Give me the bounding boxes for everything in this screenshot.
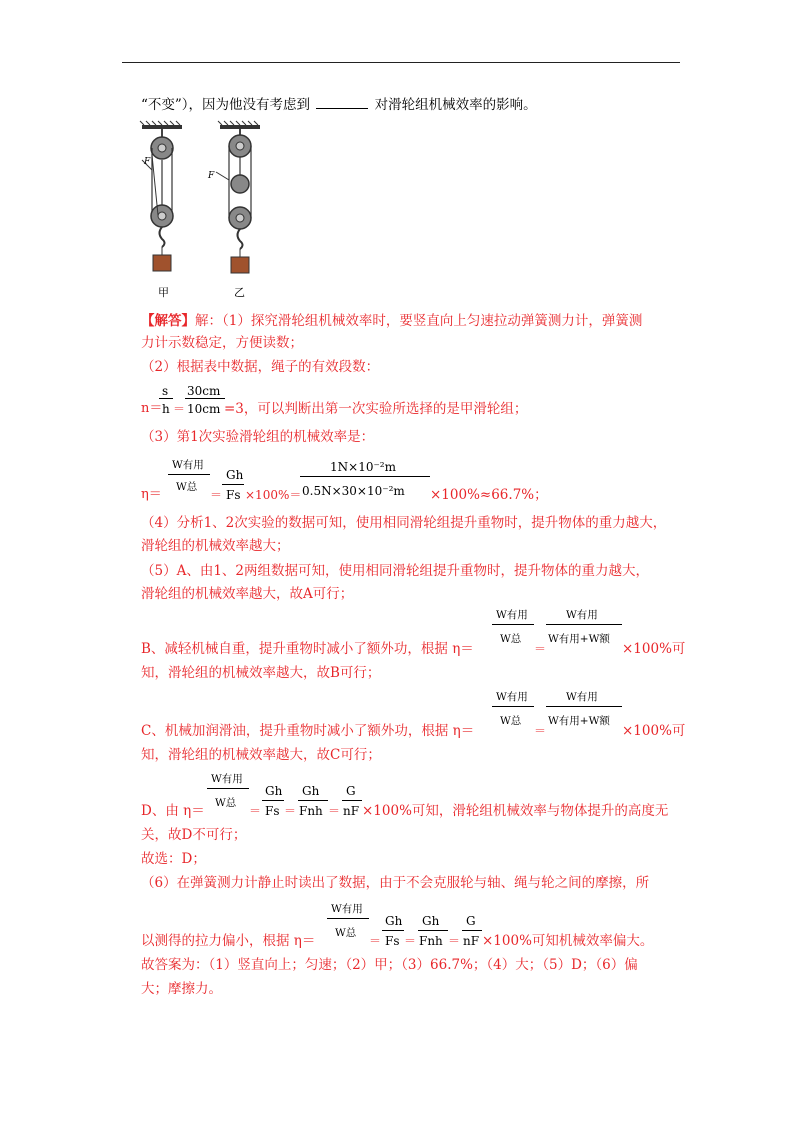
answer-pd-tail: ×100%可知，滑轮组机械效率与物体提升的高度无 [362, 803, 669, 819]
n-eq: n＝ [141, 401, 163, 416]
f6-eq-1: ＝ [369, 934, 382, 948]
answer-p1: 解：（1）探究滑轮组机械效率时，要竖直向上匀速拉动弹簧测力计，弹簧测 [195, 313, 643, 329]
answer-line-5b: 滑轮组的机械效率越大，故A可行； [141, 586, 354, 602]
f6-w-useful: W有用 [331, 903, 363, 915]
frac-num-big: 1N×10⁻²m [330, 460, 396, 474]
frac-fs: Fs [226, 488, 241, 502]
eq-1: ＝ [173, 402, 186, 416]
f6-gh-2: Gh [422, 914, 440, 928]
formula-n-tail: =3，可以判断出第一次实验所选择的是甲滑轮组； [224, 401, 528, 417]
b-w-useful-2: W有用 [566, 609, 598, 621]
d-w-total: W总 [215, 797, 237, 809]
c-w-extra: W有用+W额 [548, 715, 610, 727]
b-w-useful: W有用 [496, 609, 528, 621]
answer-line-5: （5）A、由1、2两组数据可知，使用相同滑轮组提升重物时，提升物体的重力越大， [141, 563, 650, 579]
answer-tag: 【解答】 [141, 313, 195, 329]
d-gh: Gh [265, 784, 283, 798]
answer-line-6: （6）在弹簧测力计静止时读出了数据，由于不会克服轮与轴、绳与轮之间的摩擦，所 [141, 875, 650, 891]
answer-line-6b: 以测得的拉力偏小，根据 η＝ [141, 933, 316, 949]
force-label-left: F [144, 157, 151, 167]
formula-eta-1-tail: ×100%≈66.7%； [430, 487, 548, 503]
eq-2: ＝ [210, 488, 223, 502]
ceiling-left [140, 121, 182, 129]
label-jia: 甲 [158, 286, 169, 299]
w-useful: W有用 [172, 459, 204, 471]
ceiling-right [218, 121, 260, 129]
answer-choice: 故选：D； [141, 851, 206, 867]
d-w-useful: W有用 [211, 773, 243, 785]
c-w-useful-2: W有用 [566, 691, 598, 703]
pulley-system-left [142, 129, 173, 271]
final-answer: 故答案为：（1）竖直向上；匀速；（2）甲；（3）66.7%；（4）大；（5）D；（6）偏 [141, 957, 638, 973]
answer-line-1b: 力计示数稳定，方便读数； [141, 335, 303, 351]
answer-line-bb: 知，滑轮组的机械效率越大，故B可行； [141, 665, 381, 681]
answer-line-1 [141, 312, 642, 330]
f6-eq-2: ＝ [404, 934, 417, 948]
f6-fs: Fs [385, 934, 400, 948]
label-yi: 乙 [234, 286, 245, 299]
w-total: W总 [176, 481, 198, 493]
frac-10cm: 10cm [187, 402, 221, 416]
answer-line-cb: 知，滑轮组的机械效率越大，故C可行； [141, 747, 381, 763]
f6-nf: nF [463, 934, 480, 948]
force-label-right: F [208, 171, 215, 181]
answer-p6-tail: ×100%可知机械效率偏大。 [482, 933, 654, 949]
answer-pc-tail: ×100%可 [622, 723, 686, 739]
d-gh-2: Gh [302, 784, 320, 798]
pulley-system-right [216, 129, 251, 273]
answer-blank [316, 108, 368, 109]
intro-line [141, 96, 537, 114]
f6-gh: Gh [385, 914, 403, 928]
c-eq: ＝ [534, 724, 547, 738]
header-rule [122, 62, 680, 63]
final-answer-b: 大；摩擦力。 [141, 981, 222, 997]
b-eq: ＝ [534, 642, 547, 656]
answer-line-3: （3）第1次实验滑轮组的机械效率是： [141, 429, 375, 445]
answer-line-4b: 滑轮组的机械效率越大； [141, 538, 290, 554]
answer-line-d: D、由 η＝ [141, 803, 205, 819]
answer-pb: B、减轻机械自重，提升重物时减小了额外功，根据 η＝ [141, 641, 474, 657]
answer-line-c: C、机械加润滑油，提升重物时减小了额外功，根据 η＝ [141, 723, 475, 739]
c-w-useful: W有用 [496, 691, 528, 703]
intro-prefix: “不变”），因为他没有考虑到 [141, 97, 311, 113]
answer-line-4: （4）分析1、2次实验的数据可知，使用相同滑轮组提升重物时，提升物体的重力越大， [141, 515, 667, 531]
d-g: G [346, 784, 356, 798]
answer-pb-tail: ×100%可 [622, 641, 686, 657]
b-w-extra: W有用+W额 [548, 633, 610, 645]
b-w-total: W总 [500, 633, 522, 645]
answer-line-db: 关，故D不可行； [141, 827, 247, 843]
f6-w-total: W总 [335, 927, 357, 939]
answer-line-b [141, 640, 474, 658]
eta-eq: η＝ [141, 487, 162, 502]
x100: ×100%＝ [245, 488, 302, 502]
frac-s: s [162, 384, 169, 398]
d-eq-1: ＝ [249, 804, 262, 818]
d-eq-3: ＝ [328, 804, 341, 818]
frac-30cm: 30cm [187, 384, 221, 398]
d-eq-2: ＝ [284, 804, 297, 818]
intro-suffix: 对滑轮组机械效率的影响。 [374, 97, 537, 113]
d-nf: nF [343, 804, 360, 818]
frac-den-big: 0.5N×30×10⁻²m [302, 484, 405, 498]
f6-eq-3: ＝ [448, 934, 461, 948]
c-w-total: W总 [500, 715, 522, 727]
pulley-figure [130, 120, 270, 300]
f6-fnh: Fnh [419, 934, 443, 948]
frac-gh: Gh [226, 468, 244, 482]
d-fs: Fs [265, 804, 280, 818]
d-fnh: Fnh [299, 804, 323, 818]
answer-line-2: （2）根据表中数据，绳子的有效段数： [141, 359, 380, 375]
frac-h: h [162, 402, 170, 416]
f6-g: G [466, 914, 476, 928]
